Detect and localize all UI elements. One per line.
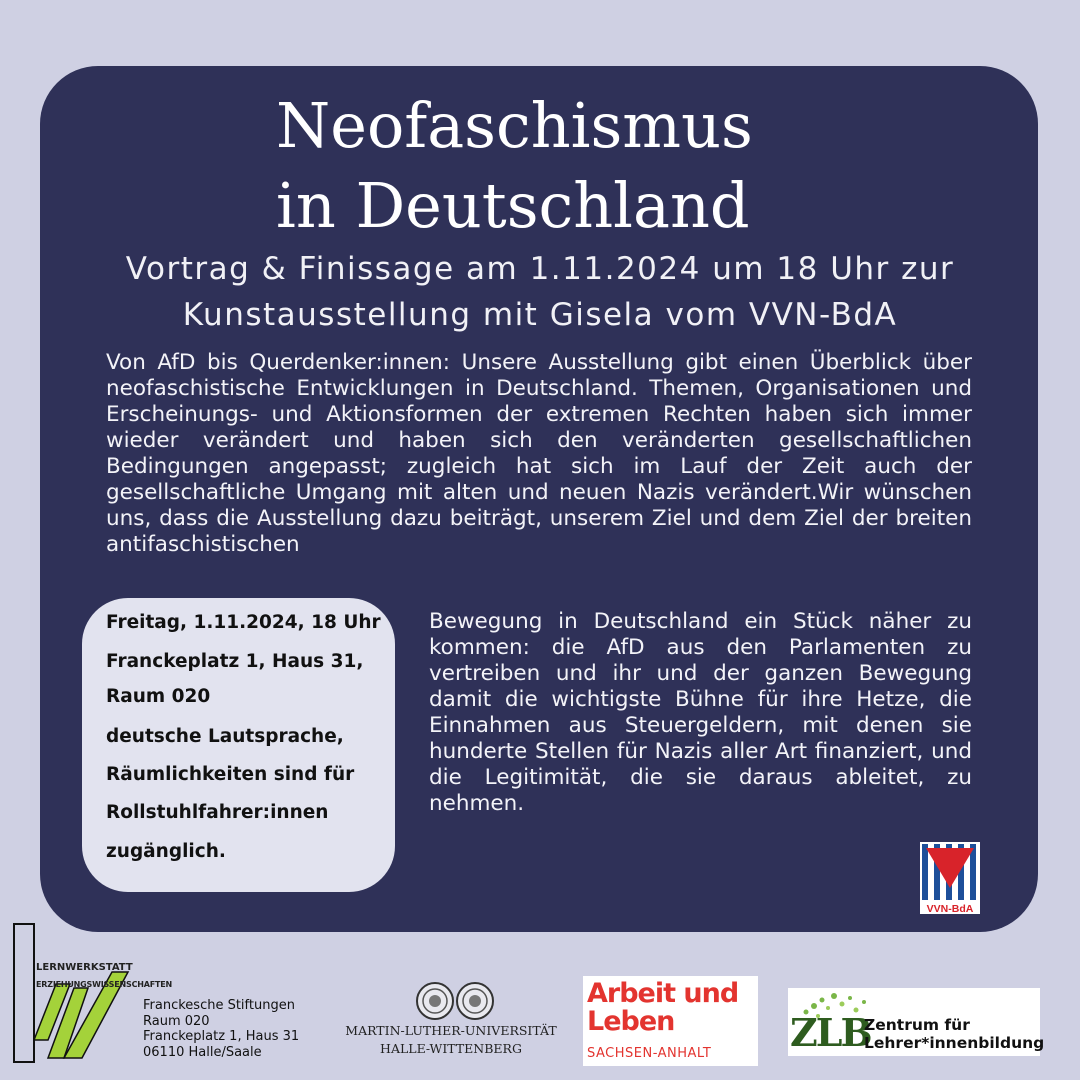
zlb-abbr: ZLB xyxy=(790,1010,871,1055)
title-line-2: in Deutschland xyxy=(276,169,750,242)
info-language: deutsche Lautsprache, xyxy=(106,726,344,747)
lernwerkstatt-name: LERNWERKSTATT xyxy=(36,962,133,973)
aul-line-1: Arbeit und xyxy=(587,978,739,1009)
mlu-line-1: MARTIN-LUTHER-UNIVERSITÄT xyxy=(345,1023,557,1038)
info-accessibility-3: zugänglich. xyxy=(106,841,226,862)
event-subtitle xyxy=(70,246,1010,338)
title-line-1: Neofaschismus xyxy=(276,89,753,162)
lernwerkstatt-sub: ERZIEHUNGSWISSENSCHAFTEN xyxy=(36,980,173,989)
intro-paragraph: Von AfD bis Querdenker:innen: Unsere Ausstellung gibt einen Überblick über neofaschistische Entwicklungen in Deutschland. Themen, Organisationen und Erscheinungs- und Aktionsformen der extremen Rechten haben sich immer wieder verändert und haben sich den veränderten gesellschaftlichen Bedingungen angepasst; zugleich hat sich im Lauf der Zeit auch der gesellschaftliche Umgang mit alten und neuen Nazis verändert.Wir wünschen uns, dass die Ausstellung dazu beiträgt, unserem Ziel und dem Ziel der breiten antifaschistischen xyxy=(106,350,972,557)
event-info-box xyxy=(82,598,395,892)
lernwerkstatt-address: Franckesche Stiftungen Raum 020 Franckeplatz 1, Haus 31 06110 Halle/Saale xyxy=(143,998,300,1060)
subtitle-line-1: Vortrag & Finissage am 1.11.2024 um 18 Uhr zur xyxy=(125,251,955,287)
page-title xyxy=(230,86,850,246)
zlb-line-2: Lehrer*innenbildung xyxy=(864,1034,1045,1052)
mlu-seal-icon xyxy=(415,980,497,1022)
info-room: Raum 020 xyxy=(106,686,211,707)
info-accessibility-2: Rollstuhlfahrer:innen xyxy=(106,802,329,823)
lernwerkstatt-logo xyxy=(12,922,140,1064)
subtitle-line-2: Kunstausstellung mit Gisela vom VVN-BdA xyxy=(182,297,898,333)
arbeit-und-leben-logo xyxy=(583,976,758,1066)
mlu-name xyxy=(343,1022,559,1058)
continuation-paragraph: Bewegung in Deutschland ein Stück näher zu kommen: die AfD aus den Parlamenten zu vertreiben und ihr und der ganzen Bewegung damit die wichtigste Bühne für ihre Hetze, die Einnahmen aus Steuergeldern, mit denen sie hunderte Stellen für Nazis aller Art finanziert, und die Legitimität, die sie daraus ableitet, zu nehmen. xyxy=(429,609,972,816)
vvn-bda-logo xyxy=(920,842,980,914)
vvn-label: VVN-BdA xyxy=(926,903,974,914)
info-date: Freitag, 1.11.2024, 18 Uhr xyxy=(106,612,381,633)
aul-line-2: Leben xyxy=(587,1006,675,1037)
info-address: Franckeplatz 1, Haus 31, xyxy=(106,651,364,672)
aul-line-3: SACHSEN-ANHALT xyxy=(587,1046,712,1061)
zlb-logo xyxy=(788,988,1045,1056)
zlb-line-1: Zentrum für xyxy=(864,1016,970,1034)
mlu-line-2: HALLE-WITTENBERG xyxy=(380,1041,522,1056)
info-accessibility-1: Räumlichkeiten sind für xyxy=(106,764,355,785)
